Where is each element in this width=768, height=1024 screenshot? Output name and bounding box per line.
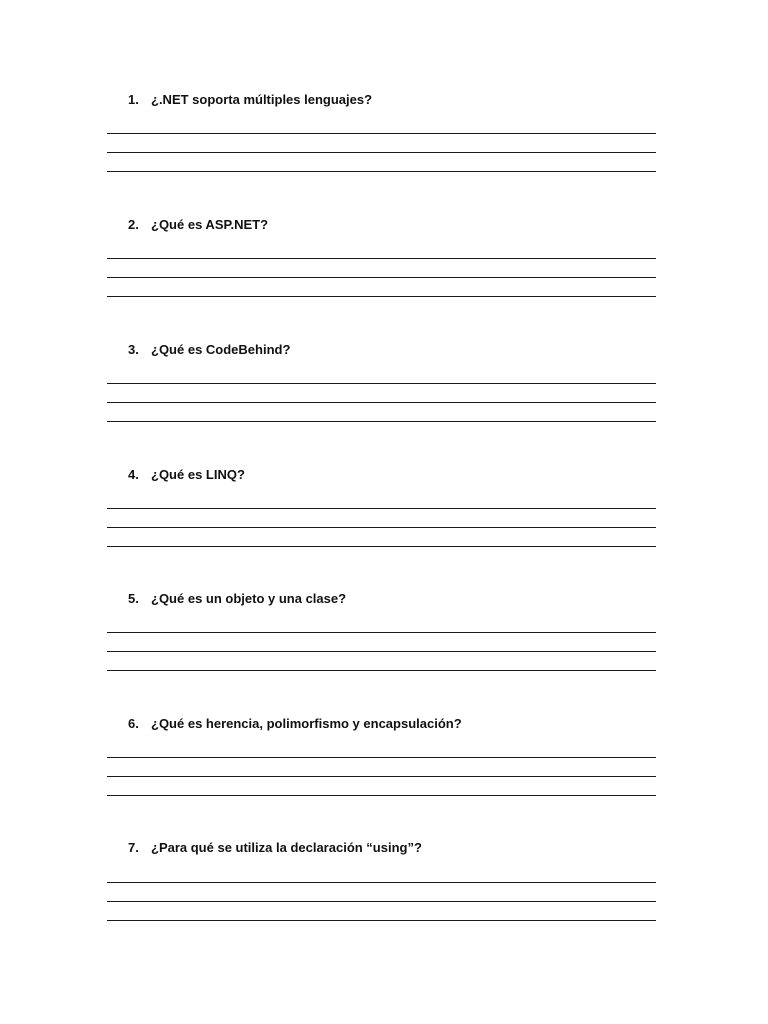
answer-line[interactable] [107, 901, 656, 902]
question-heading [0, 591, 768, 611]
answer-line[interactable] [107, 171, 656, 172]
question-text: ¿Qué es LINQ? [151, 467, 245, 482]
question-heading [0, 217, 768, 237]
answer-line[interactable] [107, 383, 656, 384]
answer-line[interactable] [107, 757, 656, 758]
answer-line[interactable] [107, 632, 656, 633]
answer-line[interactable] [107, 795, 656, 796]
question-text: ¿.NET soporta múltiples lenguajes? [151, 92, 373, 107]
question-heading [0, 342, 768, 362]
question-number: 7. [128, 840, 139, 855]
answer-line[interactable] [107, 882, 656, 883]
answer-line[interactable] [107, 670, 656, 671]
question-number: 2. [128, 217, 139, 232]
question-number: 5. [128, 591, 139, 606]
answer-line[interactable] [107, 296, 656, 297]
answer-line[interactable] [107, 527, 656, 528]
question-text: ¿Qué es herencia, polimorfismo y encapsulación? [151, 716, 462, 731]
answer-line[interactable] [107, 258, 656, 259]
question-text: ¿Qué es CodeBehind? [151, 342, 291, 357]
answer-line[interactable] [107, 508, 656, 509]
question-heading [0, 840, 768, 860]
question-text: ¿Qué es un objeto y una clase? [151, 591, 347, 606]
answer-line[interactable] [107, 776, 656, 777]
question-number: 1. [128, 92, 139, 107]
question-number: 3. [128, 342, 139, 357]
question-number: 6. [128, 716, 139, 731]
question-number: 4. [128, 467, 139, 482]
answer-line[interactable] [107, 152, 656, 153]
answer-line[interactable] [107, 421, 656, 422]
question-heading [0, 92, 768, 112]
answer-line[interactable] [107, 402, 656, 403]
answer-line[interactable] [107, 546, 656, 547]
answer-line[interactable] [107, 133, 656, 134]
question-text: ¿Para qué se utiliza la declaración “using”? [151, 840, 422, 855]
answer-line[interactable] [107, 277, 656, 278]
question-heading [0, 467, 768, 487]
answer-line[interactable] [107, 920, 656, 921]
question-text: ¿Qué es ASP.NET? [151, 217, 269, 232]
question-heading [0, 716, 768, 736]
answer-line[interactable] [107, 651, 656, 652]
